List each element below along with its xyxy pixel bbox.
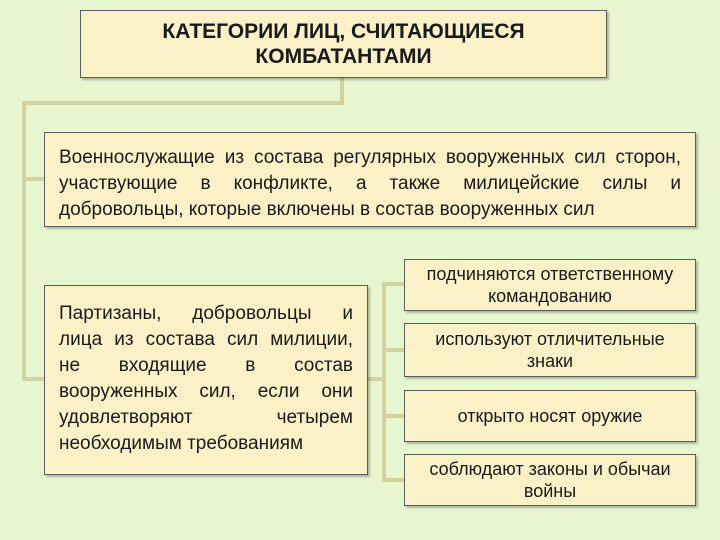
- requirement-command: [404, 259, 696, 311]
- connector-trunk: [22, 101, 26, 381]
- requirement-1-line-2: командованию: [488, 286, 612, 306]
- requirement-3-line-1: открыто носят оружие: [457, 406, 643, 426]
- category2-line-4: вооруженных сил, если они: [59, 381, 353, 402]
- title-line-1: КАТЕГОРИИ ЛИЦ, СЧИТАЮЩИЕСЯ: [162, 20, 525, 43]
- connector-to-category2: [22, 377, 44, 381]
- connector-to-req3: [382, 414, 404, 418]
- requirement-4-line-1: соблюдают законы и обычаи: [429, 459, 671, 479]
- connector-to-req1: [382, 282, 404, 286]
- category2-line-1: Партизаны, добровольцы и: [59, 303, 353, 324]
- requirement-distinctive-signs: [404, 323, 696, 377]
- category1-line-2: участвующие в конфликте, а также милицейские силы и: [59, 173, 681, 194]
- requirement-1-line-1: подчиняются ответственному: [426, 264, 674, 284]
- diagram-title: [80, 10, 607, 78]
- category2-line-5: удовлетворяют четырем: [59, 407, 353, 428]
- category-partisans: [44, 285, 368, 475]
- category2-line-2: лица из состава сил милиции,: [59, 329, 353, 350]
- requirement-2-line-1: используют отличительные: [435, 329, 665, 349]
- category1-line-3: добровольцы, которые включены в состав вооруженных сил: [59, 199, 595, 220]
- category1-line-1: Военнослужащие из состава регулярных вооруженных сил сторон,: [59, 147, 681, 168]
- connector-requirements-trunk: [382, 282, 386, 482]
- category2-line-6: необходимым требованиям: [59, 433, 304, 454]
- requirement-4-line-2: войны: [523, 481, 577, 501]
- title-line-2: КОМБАТАНТАМИ: [255, 45, 432, 68]
- requirement-laws-of-war: [404, 454, 696, 506]
- connector-to-req4: [382, 478, 404, 482]
- connector-to-category1: [22, 177, 44, 181]
- connector-to-req2: [382, 348, 404, 352]
- requirement-2-line-2: знаки: [526, 351, 574, 371]
- requirement-carry-arms: [404, 390, 696, 442]
- category2-line-3: не входящие в состав: [59, 355, 353, 376]
- category-regular-forces: [44, 132, 696, 227]
- connector-horizontal-top: [22, 101, 344, 105]
